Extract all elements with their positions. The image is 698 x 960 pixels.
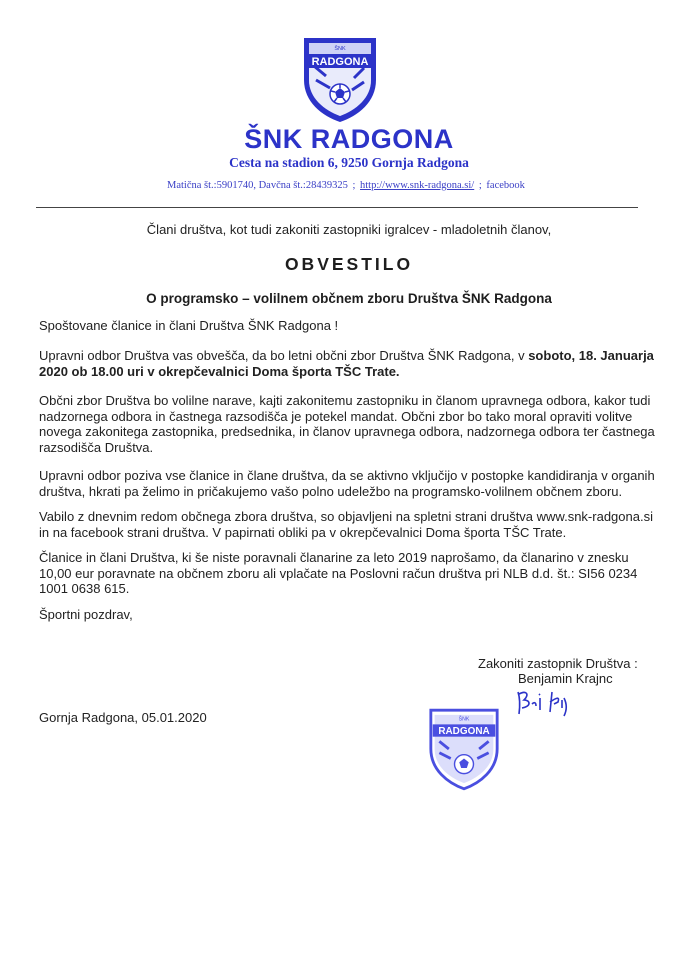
separator: ; [478,180,482,191]
facebook-link: facebook [486,180,525,191]
paragraph-invitation: Vabilo z dnevnim redom občnega zbora društva, so objavljeni na spletni strani društva www.snk-radgona.si in na facebook strani društva. V papirnati obliki pa v okrepčevalnici Doma športa TŠC Trate. [39,509,653,540]
greeting: Spoštovane članice in člani Društva ŠNK Radgona ! [39,318,339,333]
signatory-title: Zakoniti zastopnik Društva : [478,656,638,671]
signatory-name: Benjamin Krajnc [518,671,613,686]
separator: ; [352,180,356,191]
club-registry-line [167,180,525,191]
document-subtitle: O programsko – volilnem občnem zboru Društva ŠNK Radgona [146,291,552,306]
document-title: OBVESTILO [284,254,414,274]
paragraph-membership-fee: Članice in člani Društva, ki še niste poravnali članarine za leto 2019 naprošamo, da članarino v znesku 10,00 eur poravnate na občnem zboru ali vplačate na Poslovni račun društva pri NLB d.d. št.: SI56 0234 1001 0638 615. [39,550,638,596]
svg-text:RADGONA: RADGONA [438,725,490,737]
header-divider [36,207,638,208]
handwritten-signature [514,686,586,718]
website-link[interactable]: http://www.snk-radgona.si/ [360,180,475,191]
davcna-number: Davčna št.:28439325 [258,180,348,191]
recipients-line: Člani društva, kot tudi zakoniti zastopniki igralcev - mladoletnih članov, [146,222,552,237]
announcement-date: soboto, 18. Januarja 2020 ob 18.00 uri v okrepčevalnici Doma športa TŠC Trate. [39,348,654,379]
maticna-number: Matična št.:5901740, [167,180,256,191]
svg-text:ŠNK: ŠNK [334,46,346,52]
club-address: Cesta na stadion 6, 9250 Gornja Radgona [229,155,469,170]
announcement-text: Upravni odbor Društva vas obvešča, da bo letni občni zbor Društva ŠNK Radgona, v [39,348,529,363]
svg-text:RADGONA: RADGONA [311,56,369,68]
club-crest-logo [302,36,378,124]
place-and-date: Gornja Radgona, 05.01.2020 [39,710,207,725]
paragraph-candidacy: Upravni odbor poziva vse članice in člane društva, da se aktivno vključijo v postopke kandidiranja v organih društva, hkrati pa želimo in pričakujemo vašo polno udeležbo na programsko-volilnem občnem zboru. [39,468,655,499]
club-stamp [428,705,500,793]
club-name: ŠNK RADGONA [244,124,454,154]
svg-text:ŠNK: ŠNK [458,716,470,723]
paragraph-announcement [39,348,657,379]
paragraph-elections: Občni zbor Društva bo volilne narave, kajti zakonitemu zastopniku in članom upravnega odbora, kakor tudi nadzornega odbora in častnega razsodišča je potekel mandat. Občni zbor bo tako moral opraviti volitve novega zakonitega zastopnika, predsednika, in članov upravnega odbora, nadzornega odbora ter častnega razsodišča Društva. [39,393,655,455]
closing-greeting: Športni pozdrav, [39,607,133,622]
